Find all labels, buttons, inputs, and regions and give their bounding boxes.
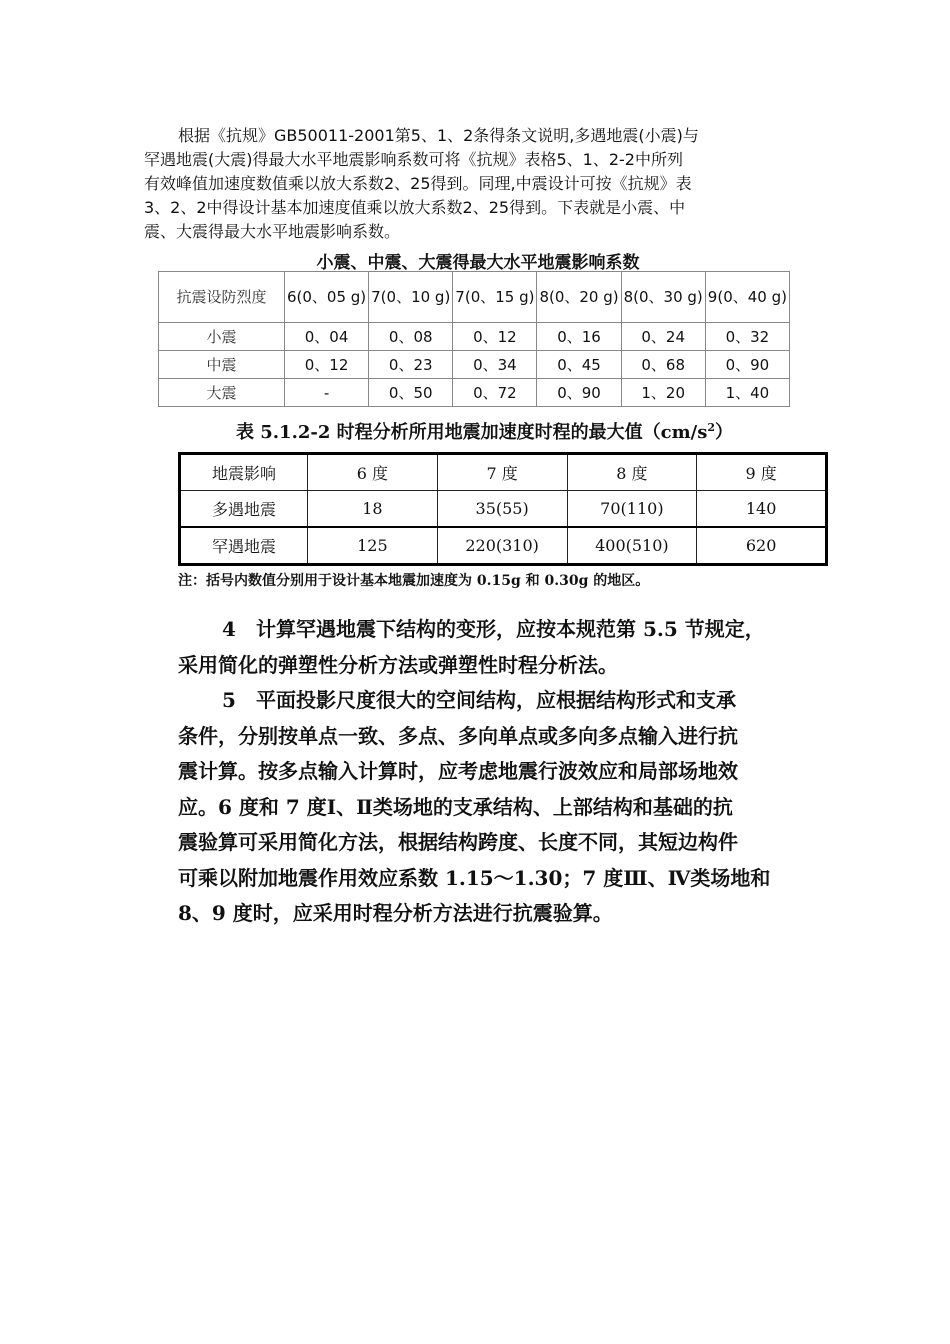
table-cell: 70(110): [567, 491, 697, 528]
table-cell: 1、20: [621, 379, 705, 407]
header-cell: 8(0、30 g): [621, 272, 705, 323]
table-cell: 0、08: [369, 323, 453, 351]
table-cell: 0、34: [453, 351, 537, 379]
table-cell: 0、68: [621, 351, 705, 379]
row-label: 罕遇地震: [180, 527, 308, 565]
header-cell: 8(0、20 g): [537, 272, 621, 323]
table-row: [180, 527, 827, 565]
table-cell: 0、72: [453, 379, 537, 407]
table-cell: 35(55): [437, 491, 567, 528]
table-cell: 0、90: [537, 379, 621, 407]
table-cell: 220(310): [437, 527, 567, 565]
header-cell: 抗震设防烈度: [159, 272, 285, 323]
intro-line-2: 罕遇地震(大震)得最大水平地震影响系数可将《抗规》表格5、1、2-2中所列: [144, 150, 683, 169]
table2-title-end: ）: [715, 422, 734, 443]
table-cell: 0、23: [369, 351, 453, 379]
intro-line-3: 有效峰值加速度数值乘以放大系数2、25得到。同理,中震设计可按《抗规》表: [144, 174, 692, 193]
clause-5-line: [178, 683, 828, 719]
table-cell: 0、32: [705, 323, 789, 351]
row-label: 大震: [159, 379, 285, 407]
header-cell: 地震影响: [180, 454, 308, 491]
clause-number: 5: [222, 688, 236, 712]
table2-title-sup: 2: [707, 421, 716, 434]
table-header-row: [159, 272, 790, 323]
table-cell: 0、16: [537, 323, 621, 351]
header-cell: 6(0、05 g): [285, 272, 369, 323]
table-cell: 0、12: [453, 323, 537, 351]
table1-title: 小震、中震、大震得最大水平地震影响系数: [316, 253, 640, 273]
row-label: 多遇地震: [180, 491, 308, 528]
clause-number: 4: [222, 617, 236, 641]
clause-5-line-7: 8、9 度时，应采用时程分析方法进行抗震验算。: [178, 901, 613, 925]
header-cell: 7(0、10 g): [369, 272, 453, 323]
table-cell: 140: [697, 491, 827, 528]
table-header-row: [180, 454, 827, 491]
table-cell: 400(510): [567, 527, 697, 565]
table-cell: 0、45: [537, 351, 621, 379]
header-cell: 9(0、40 g): [705, 272, 789, 323]
clause-5-line-2: 条件，分别按单点一致、多点、多向单点或多向多点输入进行抗: [178, 723, 738, 748]
table-cell: 0、12: [285, 351, 369, 379]
table-cell: 0、50: [369, 379, 453, 407]
header-cell: 7 度: [437, 454, 567, 491]
clause-4-line-2: 采用简化的弹塑性分析方法或弹塑性时程分析法。: [178, 652, 618, 677]
header-cell: 8 度: [567, 454, 697, 491]
clauses-block: [178, 612, 828, 932]
clause-5-text: 平面投影尺度很大的空间结构，应根据结构形式和支承: [256, 688, 736, 712]
row-label: 小震: [159, 323, 285, 351]
table-row: [159, 351, 790, 379]
intro-line-4: 3、2、2中得设计基本加速度值乘以放大系数2、25得到。下表就是小震、中: [144, 198, 686, 217]
table-cell: -: [285, 379, 369, 407]
table-cell: 125: [308, 527, 438, 565]
clause-5-line-3: 震计算。按多点输入计算时，应考虑地震行波效应和局部场地效: [178, 759, 738, 783]
intro-line-5: 震、大震得最大水平地震影响系数。: [144, 222, 401, 241]
table-cell: 18: [308, 491, 438, 528]
table-cell: 0、04: [285, 323, 369, 351]
table2-title-text: 表 5.1.2-2 时程分析所用地震加速度时程的最大值（cm/s: [236, 422, 708, 443]
clause-4-line: [178, 612, 828, 648]
acceleration-table: [178, 452, 828, 566]
intro-paragraph: [144, 124, 812, 244]
table-row: [159, 323, 790, 351]
table-row: [159, 379, 790, 407]
table2-note: 注：括号内数值分别用于设计基本地震加速度为 0.15g 和 0.30g 的地区。: [178, 573, 650, 589]
clause-5-line-5: 震验算可采用简化方法，根据结构跨度、长度不同，其短边构件: [178, 830, 738, 854]
table-row: [180, 491, 827, 528]
header-cell: 6 度: [308, 454, 438, 491]
clause-4-text: 计算罕遇地震下结构的变形，应按本规范第 5.5 节规定，: [256, 617, 765, 641]
clause-5-line-6: 可乘以附加地震作用效应系数 1.15～1.30；7 度Ⅲ、Ⅳ类场地和: [178, 865, 771, 890]
intro-line-1: 根据《抗规》GB50011-2001第5、1、2条得条文说明,多遇地震(小震)与: [178, 126, 699, 145]
row-label: 中震: [159, 351, 285, 379]
header-cell: 9 度: [697, 454, 827, 491]
clause-5-line-4: 应。6 度和 7 度Ⅰ、Ⅱ类场地的支承结构、上部结构和基础的抗: [178, 794, 733, 819]
seismic-coefficient-table: [158, 271, 790, 407]
table-cell: 0、24: [621, 323, 705, 351]
table-cell: 0、90: [705, 351, 789, 379]
table2-title: [236, 418, 796, 444]
table-cell: 1、40: [705, 379, 789, 407]
table-cell: 620: [697, 527, 827, 565]
header-cell: 7(0、15 g): [453, 272, 537, 323]
intro-line: [144, 124, 812, 148]
